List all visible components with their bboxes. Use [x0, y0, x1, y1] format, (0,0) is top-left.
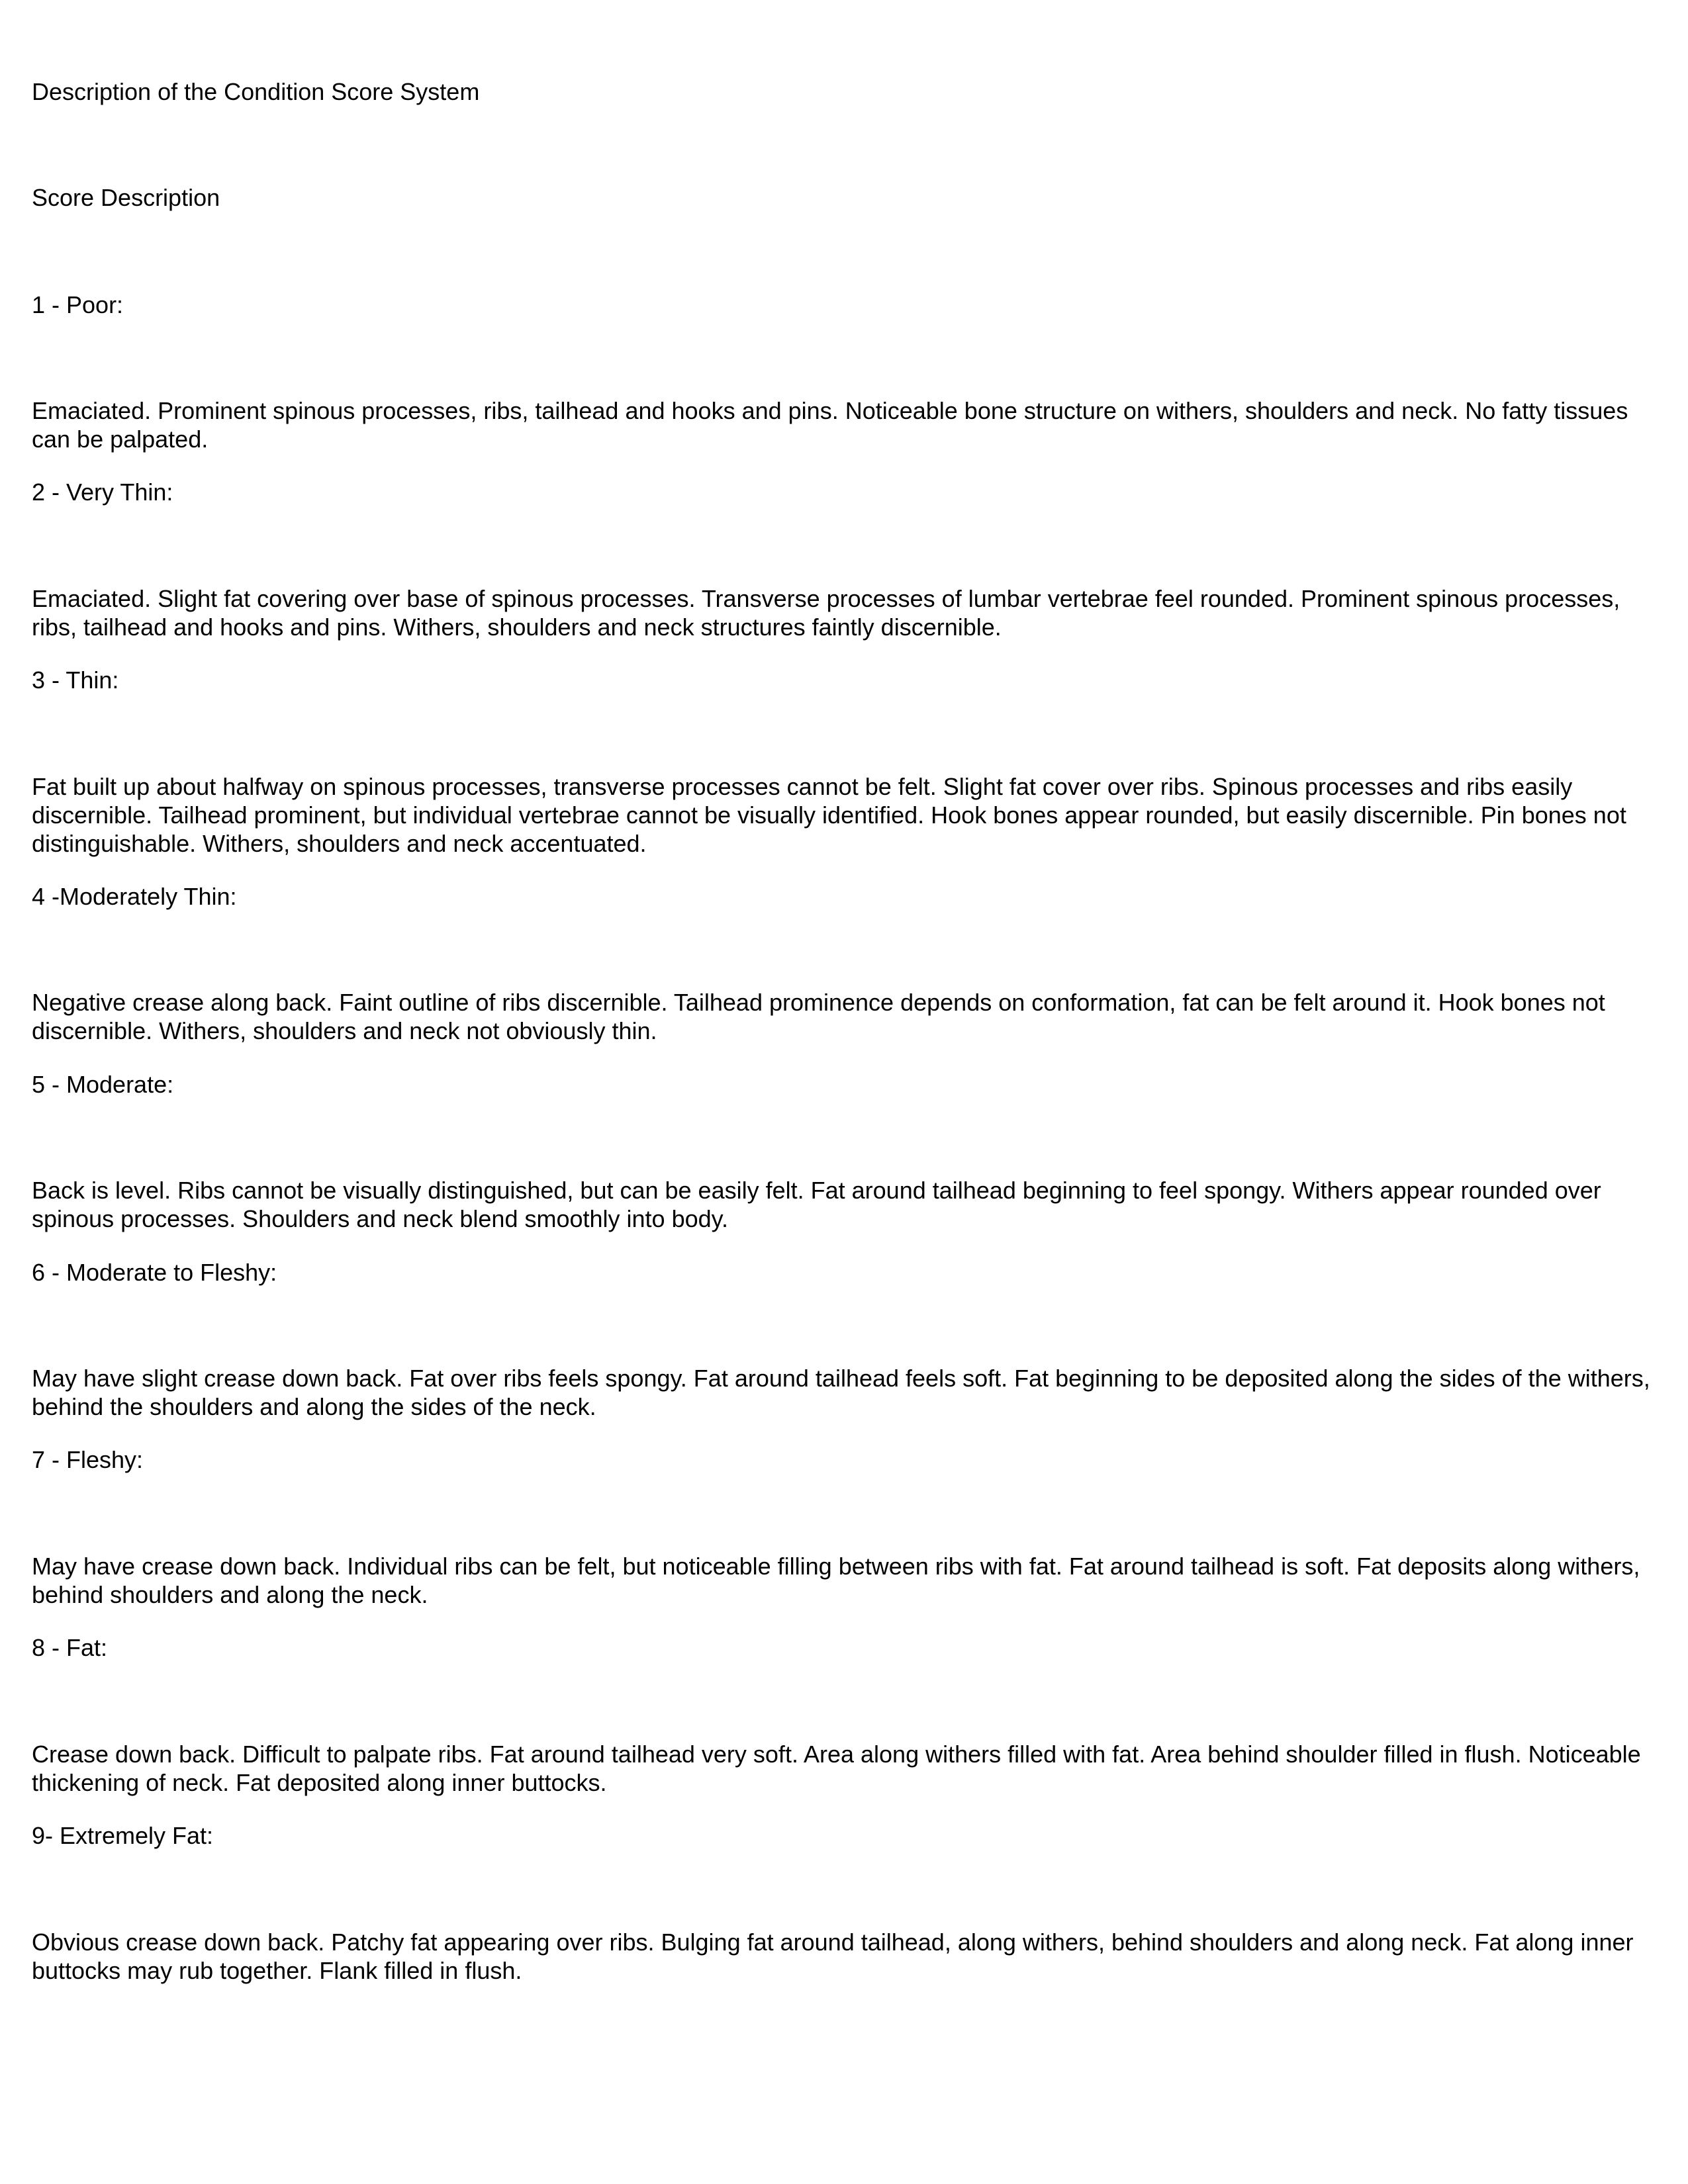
- score-label-2: 2 - Very Thin:: [32, 478, 173, 506]
- score-label-4: 4 -Moderately Thin:: [32, 883, 237, 910]
- score-label-9: 9- Extremely Fat:: [32, 1822, 214, 1849]
- document-title: Description of the Condition Score System: [32, 78, 480, 105]
- score-description-5: Back is level. Ribs cannot be visually distinguished, but can be easily felt. Fat around tailhead beginning to feel spongy. Withers appear rounded over spinous processes. Shoulders and neck blend smoothly into body.: [32, 1177, 1601, 1232]
- score-description-2: Emaciated. Slight fat covering over base of spinous processes. Transverse processes of lumbar vertebrae feel rounded. Prominent spinous processes, ribs, tailhead and hooks and pins. Withers, shoulders and neck structures faintly discernible.: [32, 585, 1620, 641]
- score-label-7: 7 - Fleshy:: [32, 1446, 144, 1473]
- score-description-1: Emaciated. Prominent spinous processes, ribs, tailhead and hooks and pins. Noticeable bone structure on withers, shoulders and neck. No fatty tissues can be palpated.: [32, 397, 1628, 453]
- score-label-1: 1 - Poor:: [32, 291, 124, 318]
- score-label-3: 3 - Thin:: [32, 666, 119, 694]
- score-description-6: May have slight crease down back. Fat over ribs feels spongy. Fat around tailhead feels soft. Fat beginning to be deposited along the sides of the withers, behind the shoulders and along the sides of the neck.: [32, 1365, 1650, 1420]
- table-header: Score Description: [32, 184, 220, 211]
- score-description-4: Negative crease along back. Faint outline of ribs discernible. Tailhead prominence depends on conformation, fat can be felt around it. Hook bones not discernible. Withers, shoulders and neck not obviously thin.: [32, 989, 1605, 1044]
- score-description-7: May have crease down back. Individual ribs can be felt, but noticeable filling between ribs with fat. Fat around tailhead is soft. Fat deposits along withers, behind shoulders and along the neck.: [32, 1553, 1640, 1608]
- score-description-9: Obvious crease down back. Patchy fat appearing over ribs. Bulging fat around tailhead, along withers, behind shoulders and along neck. Fat along inner buttocks may rub together. Flank filled in flush.: [32, 1929, 1634, 1984]
- score-label-6: 6 - Moderate to Fleshy:: [32, 1259, 277, 1286]
- score-label-5: 5 - Moderate:: [32, 1071, 174, 1098]
- score-description-3: Fat built up about halfway on spinous processes, transverse processes cannot be felt. Slight fat cover over ribs. Spinous processes and ribs easily discernible. Tailhead prominent, but individual vertebrae cannot be visually identified. Hook bones appear rounded, but easily discernible. Pin bones not distinguishable. Withers, shoulders and neck accentuated.: [32, 773, 1626, 857]
- score-label-8: 8 - Fat:: [32, 1634, 108, 1661]
- score-description-8: Crease down back. Difficult to palpate ribs. Fat around tailhead very soft. Area along withers filled with fat. Area behind shoulder filled in flush. Noticeable thickening of neck. Fat deposited along inner buttocks.: [32, 1741, 1641, 1796]
